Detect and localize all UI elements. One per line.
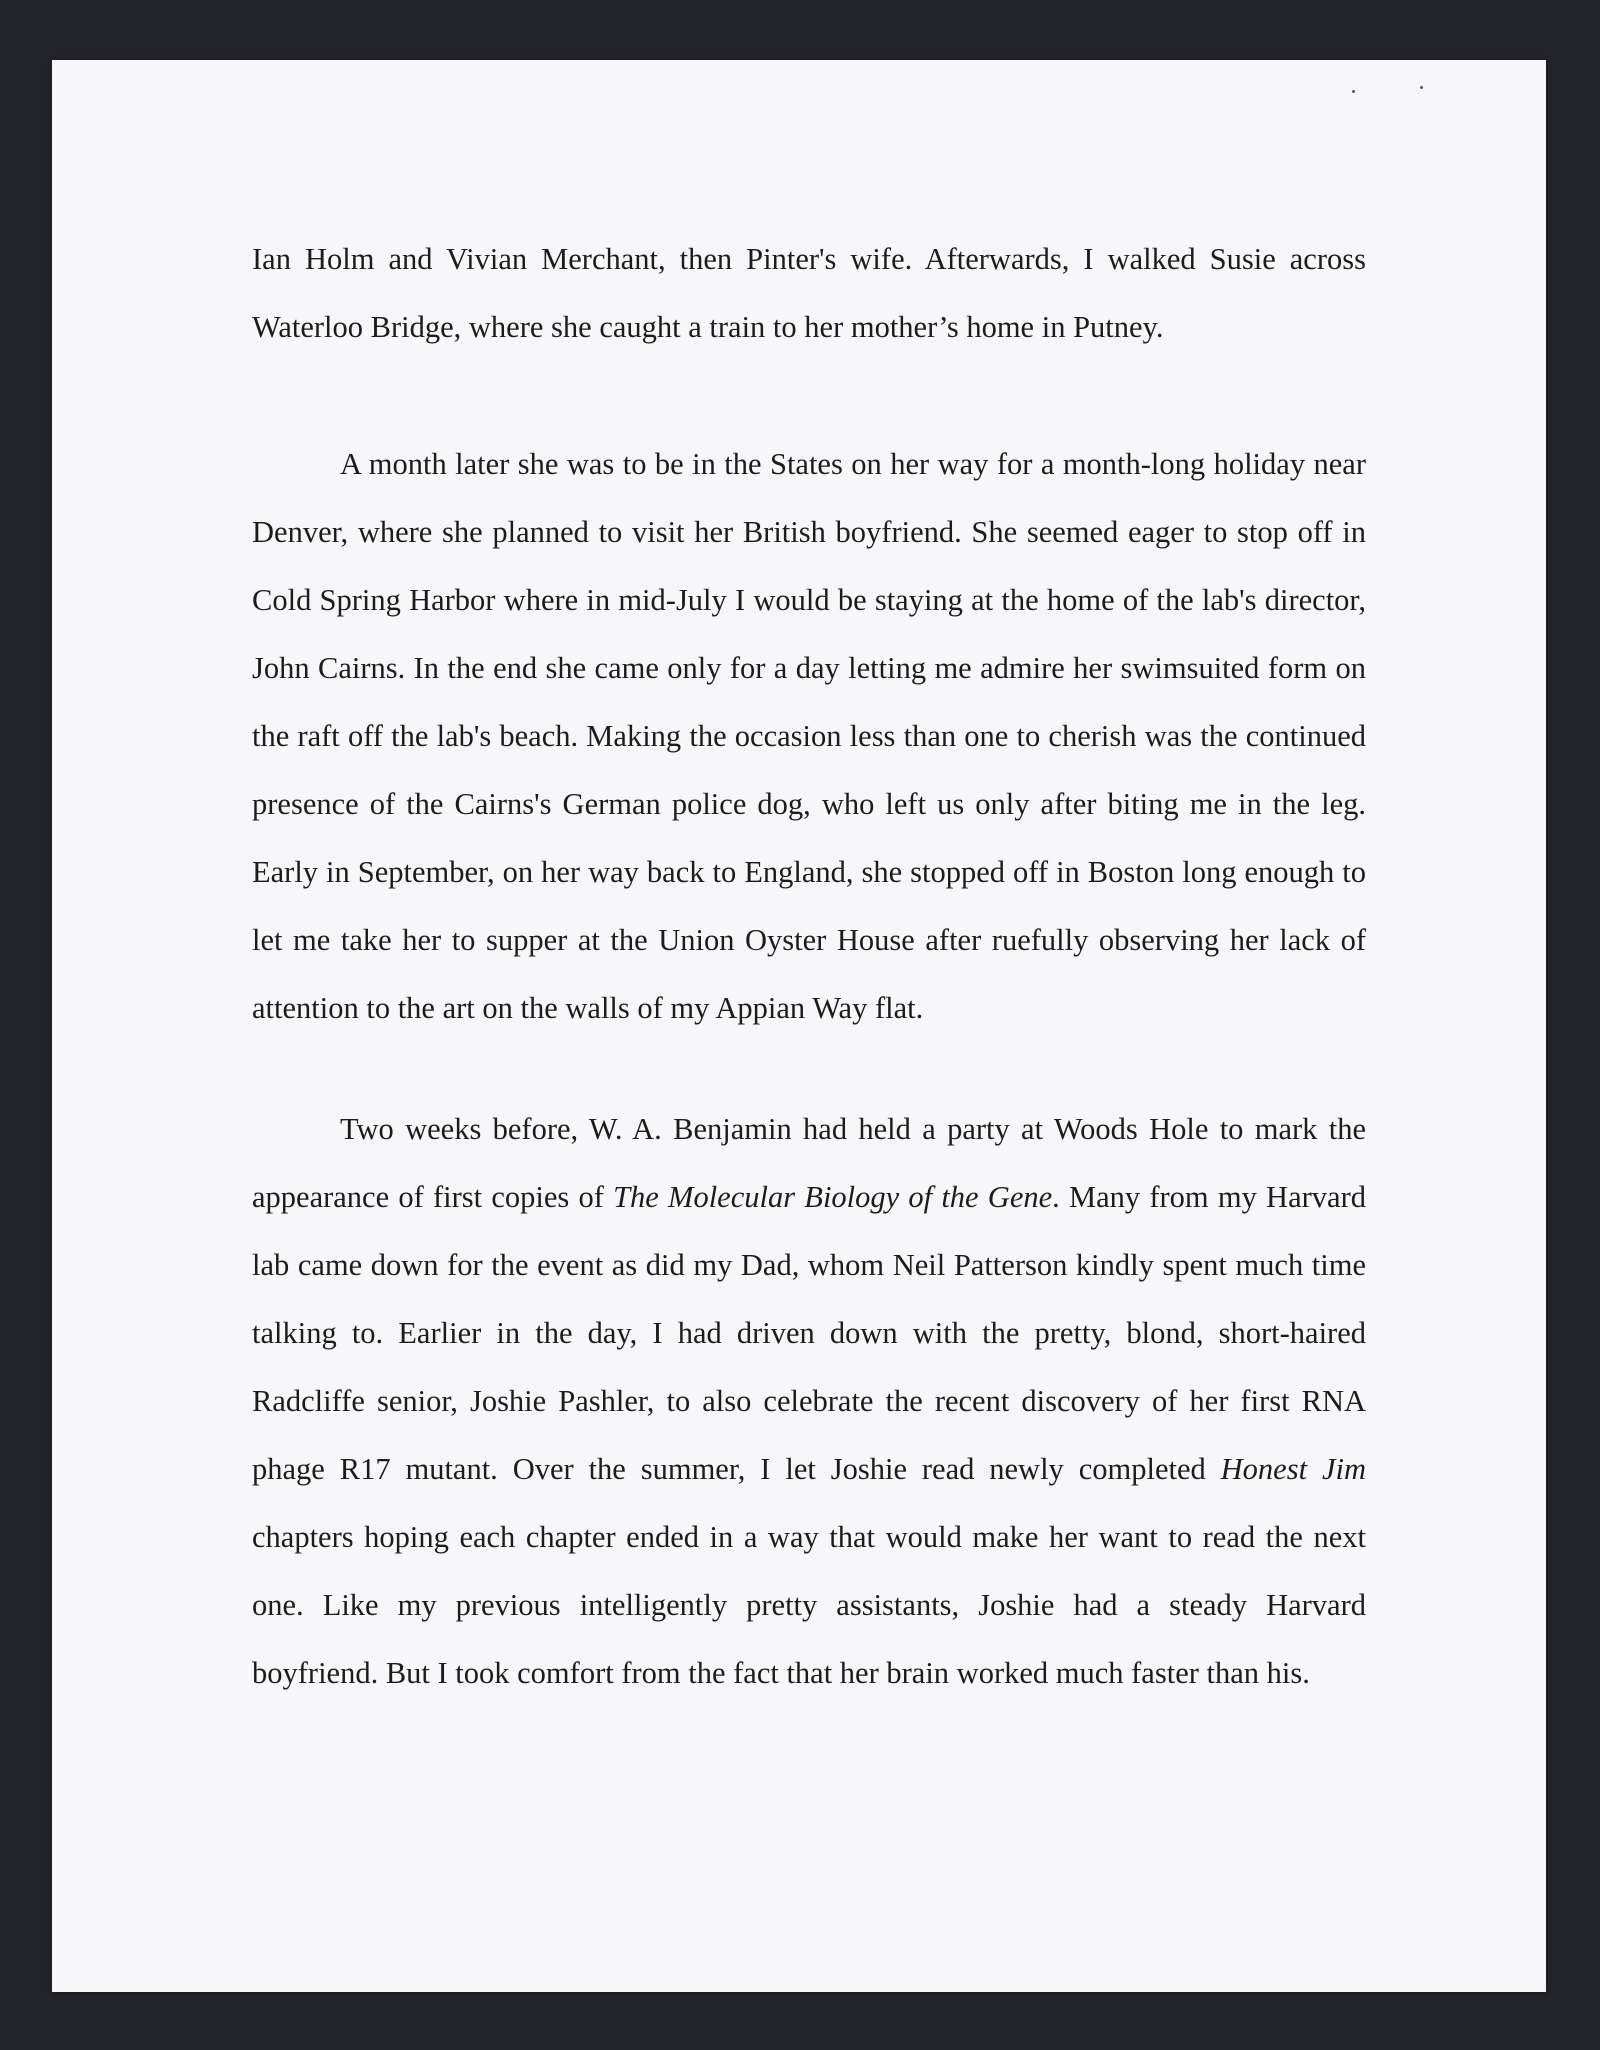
paragraph-1: Ian Holm and Vivian Merchant, then Pinter's wife. Afterwards, I walked Susie across Waterloo Bridge, where she caught a train to her mother’s home in Putney.: [252, 242, 1366, 344]
paragraph-3: [252, 1095, 1366, 1707]
page-speck: [1420, 86, 1423, 89]
book-title-molecular-biology: The Molecular Biology of the Gene: [613, 1180, 1053, 1214]
paragraph-3-part-1: Two weeks before, W. A. Benjamin had held a party at Woods Hole to mark the appearance of first copies of: [252, 1112, 1366, 1214]
page-speck: [1352, 90, 1355, 93]
paragraph-3-part-2: . Many from my Harvard lab came down for the event as did my Dad, whom Neil Patterson kindly spent much time talking to. Earlier in the day, I had driven down with the pretty, blond, short-haired Radcliffe senior, Joshie Pashler, to also celebrate the recent discovery of her first RNA phage R17 mutant. Over the summer, I let Joshie read newly completed: [252, 1180, 1366, 1486]
book-title-honest-jim: Honest Jim: [1220, 1452, 1367, 1486]
paragraph-3-part-3: chapters hoping each chapter ended in a way that would make her want to read the next one. Like my previous intelligently pretty assistants, Joshie had a steady Harvard boyfriend. But I took comfort from the fact that her brain worked much faster than his.: [252, 1520, 1366, 1690]
document-page: [52, 60, 1546, 1992]
paragraph-2: A month later she was to be in the States on her way for a month-long holiday near Denver, where she planned to visit her British boyfriend. She seemed eager to stop off in Cold Spring Harbor where in mid-July I would be staying at the home of the lab's director, John Cairns. In the end she came only for a day letting me admire her swimsuited form on the raft off the lab's beach. Making the occasion less than one to cherish was the continued presence of the Cairns's German police dog, who left us only after biting me in the leg. Early in September, on her way back to England, she stopped off in Boston long enough to let me take her to supper at the Union Oyster House after ruefully observing her lack of attention to the art on the walls of my Appian Way flat.: [252, 447, 1366, 1025]
